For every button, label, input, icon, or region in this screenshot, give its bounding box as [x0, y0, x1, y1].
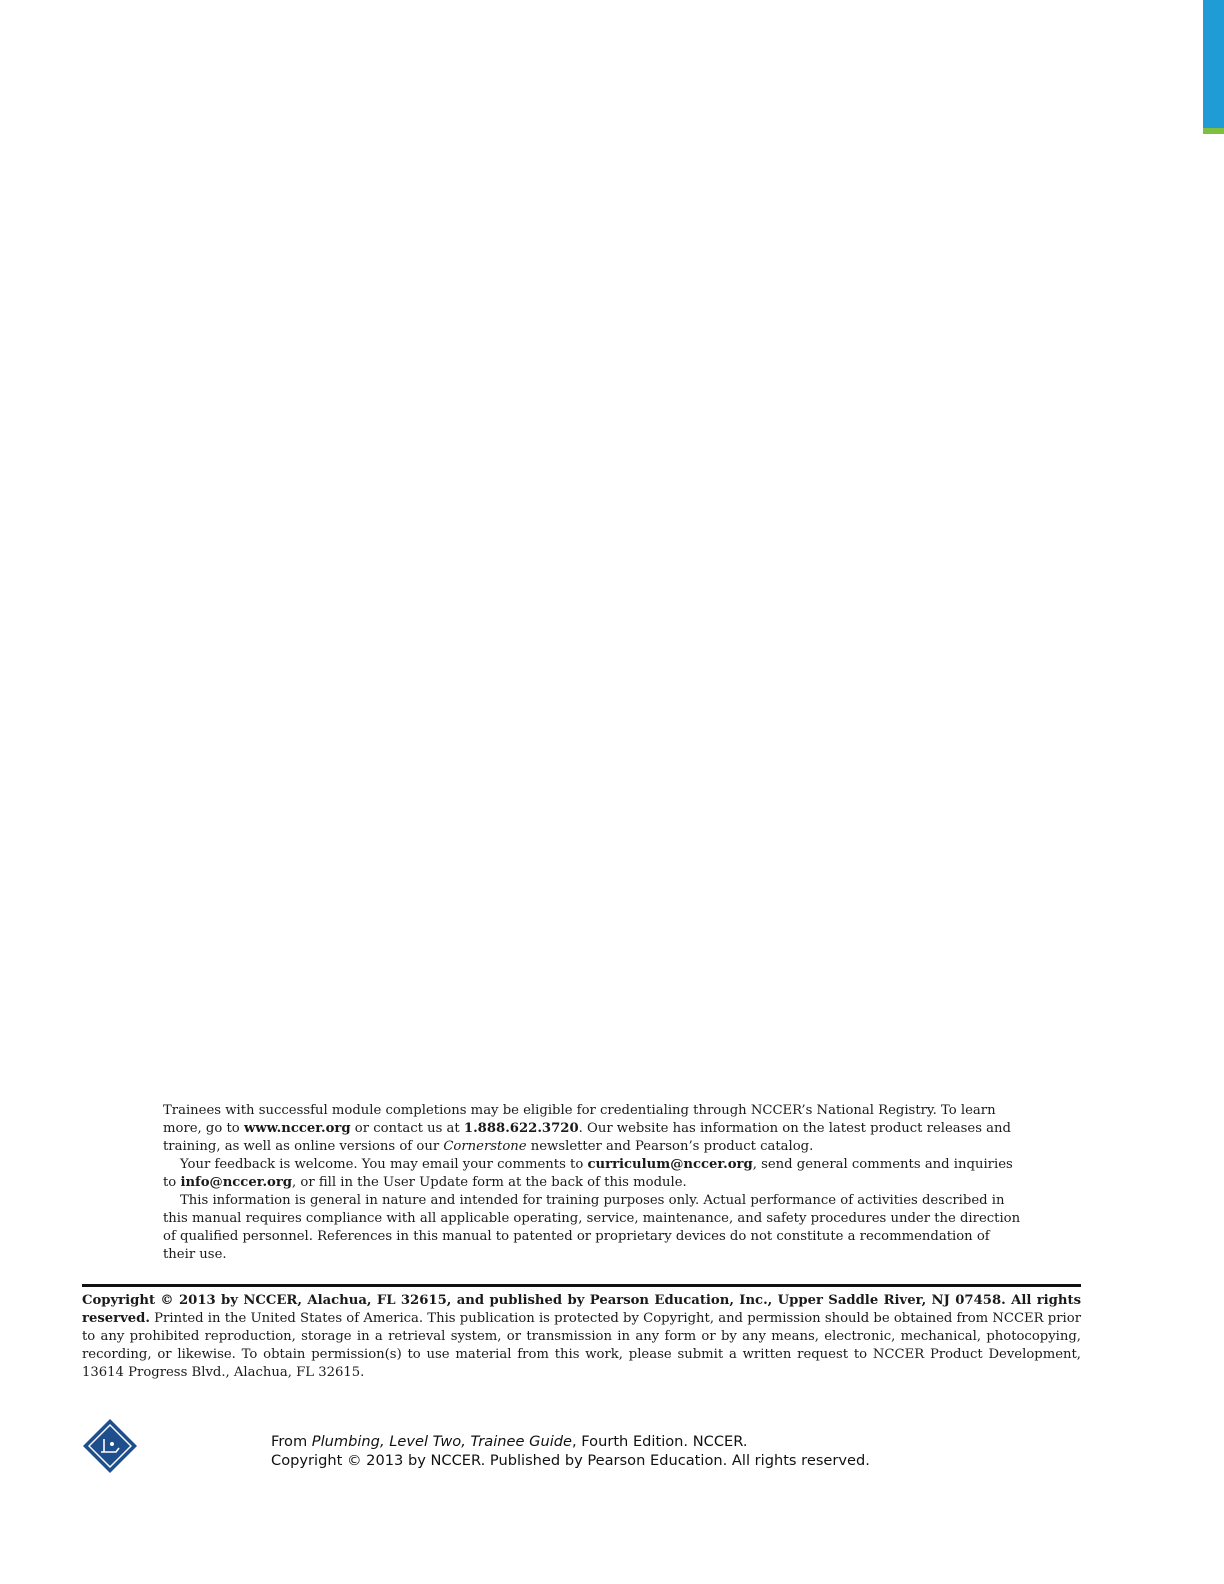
curriculum-email-link[interactable]: curriculum@nccer.org — [587, 1157, 753, 1172]
registry-notice — [163, 1102, 1023, 1264]
section-divider — [82, 1284, 1081, 1287]
copyright-block — [82, 1292, 1081, 1382]
page-edge-tab-accent — [1203, 128, 1224, 134]
phone-number: 1.888.622.3720 — [463, 1121, 579, 1136]
source-line-2: Copyright © 2013 by NCCER. Published by Pearson Education. All rights reserved. — [271, 1452, 870, 1469]
notice-paragraph-registry: Trainees with successful module completions may be eligible for credentialing through NCCER’s National Registry. To learn more, go to www.nccer.org or contact us at 1.888.622.3720. Our website has information on the latest product releases and training, as well as online versions of our Cornerstone newsletter and Pearson’s product catalog. — [163, 1103, 1011, 1154]
copyright-statement: Printed in the United States of America. This publication is protected by Copyright, and permission should be obtained from NCCER prior to any prohibited reproduction, storage in a retrieval system, or transmission in any form or by any means, electronic, mechanical, photocopying, recording, or likewise. To obtain permission(s) to use material from this work, please submit a written request to NCCER Product Development, 13614 Progress Blvd., Alachua, FL 32615. — [82, 1311, 1082, 1380]
book-title: Plumbing, Level Two, Trainee Guide — [311, 1433, 572, 1450]
source-attribution — [271, 1432, 870, 1470]
website-link[interactable]: www.nccer.org — [243, 1121, 351, 1136]
notice-paragraph-feedback: Your feedback is welcome. You may email your comments to curriculum@nccer.org, send general comments and inquiries to info@nccer.org, or fill in the User Update form at the back of this module. — [163, 1157, 1013, 1190]
copyright-bold-statement: Copyright © 2013 by NCCER, Alachua, FL 32615, and published by Pearson Education, Inc., Upper Saddle River, NJ 07458. All rights reserved. — [82, 1293, 1081, 1326]
notice-paragraph-disclaimer: This information is general in nature and intended for training purposes only. Actual performance of activities described in this manual requires compliance with all applicable operating, service, maintenance, and safety procedures under the direction of qualified personnel. References in this manual to patented or proprietary devices do not constitute a recommendation of their use. — [163, 1193, 1021, 1262]
page-edge-tab — [1203, 0, 1224, 133]
newsletter-name: Cornerstone — [443, 1139, 527, 1154]
publisher-diamond-logo-icon — [82, 1418, 138, 1474]
info-email-link[interactable]: info@nccer.org — [180, 1175, 293, 1190]
source-line-1: From Plumbing, Level Two, Trainee Guide, Fourth Edition. NCCER. — [271, 1433, 748, 1450]
